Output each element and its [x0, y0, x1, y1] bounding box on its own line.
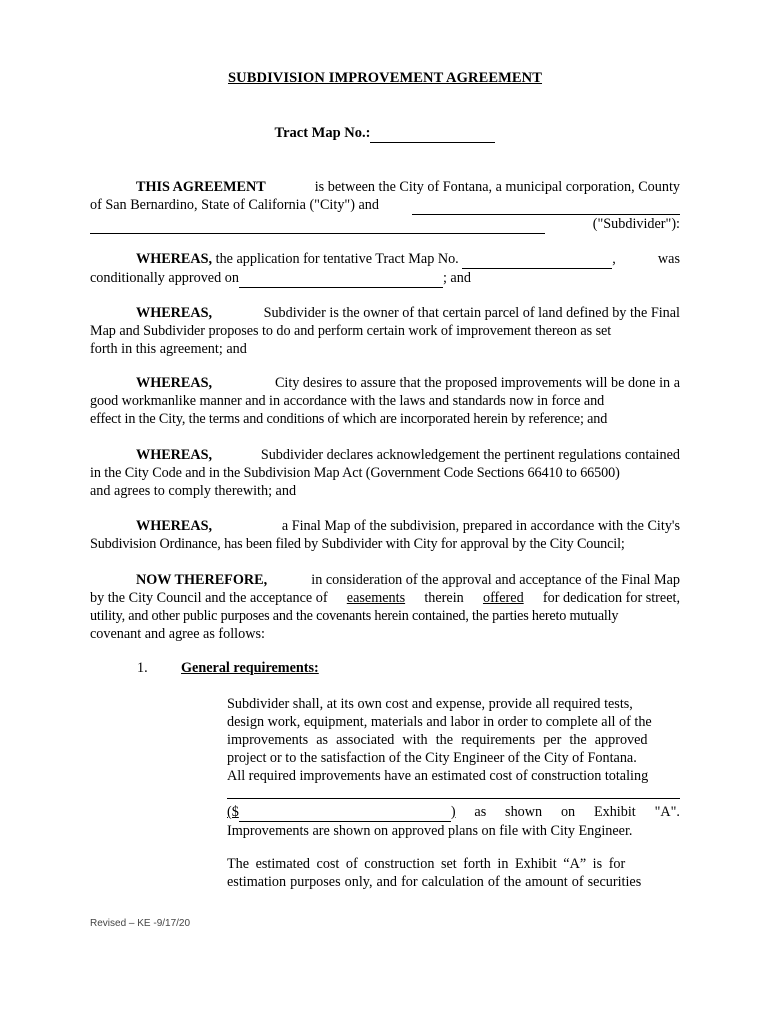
easements-term: easements — [346, 590, 406, 606]
estimated-cost-text: The estimated cost of construction set forth in Exhibit “A” is for estimation purposes only, and for calculation of the amount of securities — [227, 856, 642, 890]
whereas-regulations-paragraph: WHEREAS, Subdivider declares acknowledgement the pertinent regulations contained in the City Code and in the Subdivision Map Act (Government Code Sections 66410 to 66500) and agrees to comply therewith; and — [90, 447, 680, 499]
agreement-lead: THIS AGREEMENT — [136, 179, 266, 195]
subdivider-label: ("Subdivider"): — [592, 216, 680, 232]
tentative-map-number-blank[interactable] — [462, 250, 612, 269]
whereas-lead: WHEREAS, — [136, 251, 213, 267]
tract-map-blank[interactable] — [370, 125, 495, 143]
whereas-owner-paragraph: WHEREAS, Subdivider is the owner of that certain parcel of land defined by the Final Map and Subdivider proposes to do and perform certain work of improvement thereon as set forth in this agreement; and — [90, 305, 680, 357]
document-title: SUBDIVISION IMPROVEMENT AGREEMENT — [227, 70, 543, 86]
tract-map-label: Tract Map No.: — [274, 125, 371, 141]
party-name-blank-1[interactable] — [412, 196, 680, 215]
offered-term: offered — [482, 590, 524, 606]
whereas-assurance-paragraph: WHEREAS, City desires to assure that the proposed improvements will be done in a good workmanlike manner and in accordance with the laws and standards now in force and effect in the City, the terms and conditions of which are incorporated herein by reference; and — [90, 375, 680, 427]
agreement-line-1: is between the City of Fontana, a municipal corporation, County — [314, 179, 680, 195]
agreement-line-2: of San Bernardino, State of California ("City") and — [90, 197, 379, 213]
approval-date-blank[interactable] — [239, 269, 443, 288]
revision-footer: Revised – KE -9/17/20 — [90, 918, 191, 929]
party-name-blank-2[interactable] — [90, 215, 545, 234]
whereas-tentative-paragraph: WHEREAS, the application for tentative Tract Map No. , was conditionally approved on ; and — [90, 251, 680, 286]
tract-map-line — [0, 125, 770, 143]
amount-figure-blank[interactable] — [239, 803, 451, 822]
section-heading: General requirements: — [181, 660, 319, 676]
amount-words-blank[interactable] — [227, 785, 680, 799]
agreement-paragraph — [90, 178, 680, 234]
section-number: 1. — [137, 660, 148, 676]
whereas-final-map-paragraph: WHEREAS, a Final Map of the subdivision, prepared in accordance with the City's Subdivision Ordinance, has been filed by Subdivider with City for approval by the City Council; — [90, 518, 680, 552]
general-requirements-text: Subdivider shall, at its own cost and expense, provide all required tests, design work, equipment, materials and labor in order to complete all of the improvements as associated with the requirements per the approved project or to the satisfaction of the City Engineer of the City of Fontana. All required improvements have an estimated cost of construction totaling ($ ) as shown on Exhibit "A". Improvements are shown on approved plans on file with City Engineer. — [227, 696, 680, 839]
now-therefore-paragraph: NOW THEREFORE, in consideration of the approval and acceptance of the Final Map by the City Council and the acceptance of easements therein offered for dedication for street, utility, and other public purposes and the covenants herein contained, the parties hereto mutually covenant and agree as follows: — [90, 572, 680, 642]
